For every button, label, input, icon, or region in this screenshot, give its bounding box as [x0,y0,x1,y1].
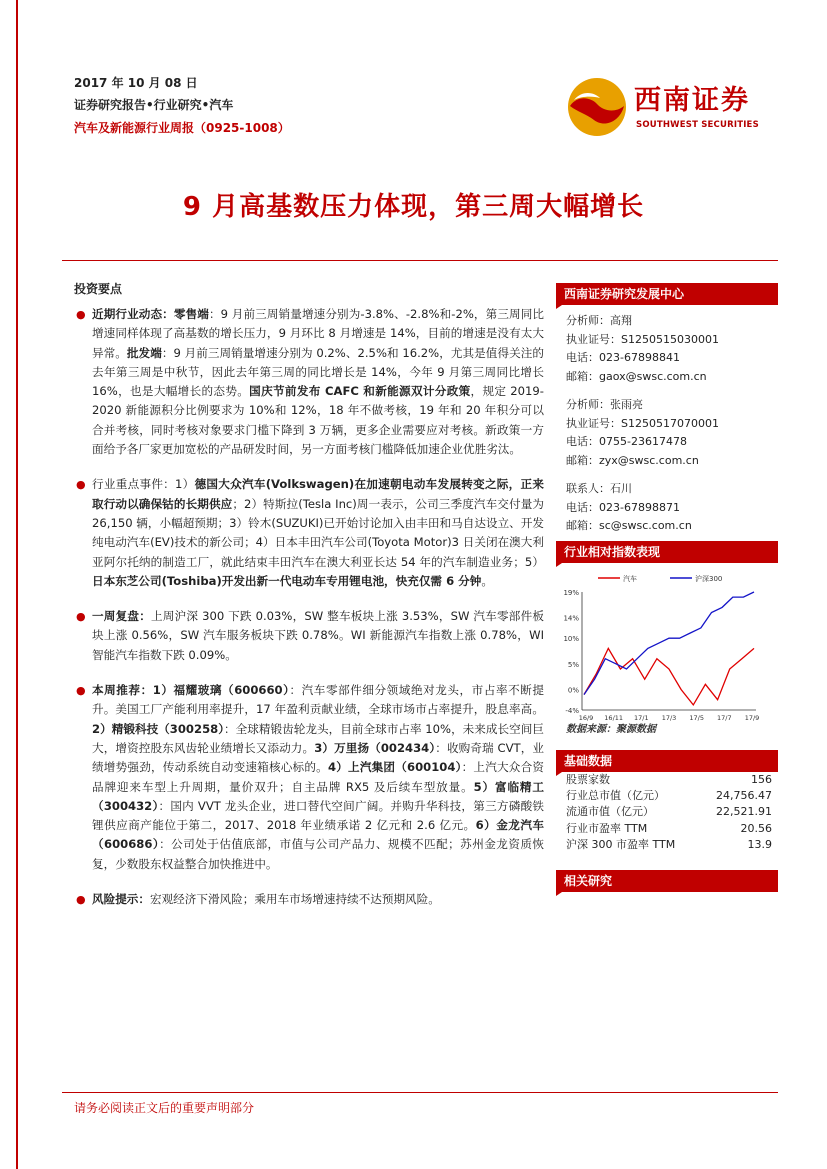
body-text: ：9 月前三周销量增速分别为 0.2%、2.5%和 16.2%，尤其是值得关注的去年第三周是中秋节，因此去年第三周的同比增长是 14%，今年 9 月第三周同比增长 16%，也是大幅增长的态势。 [92,345,544,399]
basic-data-label: 行业市盈率 TTM [566,821,648,835]
series-line-1 [584,592,754,695]
basic-data-row [566,821,772,837]
logo-english-name: SOUTHWEST SECURITIES [636,120,759,130]
y-tick-label: 5% [567,660,579,669]
y-tick-label: 10% [563,635,579,644]
bold-text: 批发端 [126,345,162,360]
basic-data-value: 24,756.47 [716,789,772,803]
y-tick-label: 19% [563,589,579,597]
basic-data-row [566,804,772,820]
analyst-line: 电话：023-67898841 [566,351,680,364]
footer-divider [62,1092,778,1093]
body-text: ：收购奇瑞 CVT，业绩增势强劲，传动系统自动变速箱核心标的。 [92,740,545,775]
bullet-paragraph [74,681,544,874]
body-text: ：公司处于估值底部，市值与公司产品力、规模不匹配；苏州金龙资质恢复，少数股东权益整合加快推进中。 [92,837,544,871]
basic-data-value: 20.56 [740,821,772,835]
legend-label: 汽车 [623,575,637,583]
analyst-line: 电话：0755-23617478 [566,435,687,448]
analyst-line[interactable]: 邮箱：sc@swsc.com.cn [566,519,692,532]
body-text: ，规定 2019-2020 新能源积分比例要求为 10%和 12%，18 年不做考核，19 年和 20 年积分可以合并考核，同时考核对象要求门槛下降到 3 万辆，更多企业需要应对考核。新政策一方面给予各厂家更加宽松的产品研发时间，另一方面考核门槛降低加速企业优胜劣汰。 [92,384,544,457]
analyst-contacts [566,312,776,536]
analyst-line[interactable]: 邮箱：gaox@swsc.com.cn [566,369,707,383]
bullet-paragraph [74,305,544,459]
report-title: 9 月高基数压力体现，第三周大幅增长 [182,192,645,222]
analyst-line: 联系人：石川 [566,482,632,495]
bold-text: 5）富临精工（300432） [92,779,544,813]
legend-label: 沪深300 [695,575,723,583]
body-text: 宏观经济下滑风险；乘用车市场增速持续不达预期风险。 [149,892,440,907]
title-divider [62,260,778,261]
body-text: ；2）特斯拉(Tesla Inc)周一表示，公司三季度汽车交付量为 26,150 辆，小幅超预期；3）铃木(SUZUKI)已开始讨论加入由丰田和马自达设立、开发纯电动汽车(EV)技术的新公司；4）日本丰田汽车公司(Toyota Motor)3 日关闭在澳大利亚阿尔托纳的制造工厂，就此结束丰田汽车在澳大利亚长达 54 年的汽车制造业务；5） [92,496,544,569]
analyst-line: 电话：023-67898871 [566,500,680,514]
bullet-icon: ● [76,684,86,698]
analyst-line: 分析师：张雨亮 [566,398,643,411]
x-tick-label: 17/7 [717,714,732,722]
basic-data-label: 沪深 300 市盈率 TTM [566,837,676,851]
company-logo [564,76,774,138]
analyst-line: 执业证号：S1250517070001 [566,416,719,430]
x-tick-label: 17/1 [634,714,649,722]
basic-data-row [566,837,772,853]
section-title: 投资要点 [74,282,123,296]
x-tick-label: 17/5 [689,714,704,722]
basic-data-value: 13.9 [747,837,772,851]
bold-text: 2）精锻科技（300258） [92,721,225,736]
bullet-paragraph [74,890,544,909]
x-tick-label: 16/11 [604,714,624,722]
bullet-icon: ● [76,478,86,492]
bold-text: 一周复盘： [92,609,151,624]
basic-data-value: 156 [751,773,772,786]
bullet-icon: ● [76,308,86,321]
y-tick-label: -4% [565,707,579,715]
investment-points [74,305,544,925]
bullet-paragraph [74,607,544,665]
report-category: 证券研究报告•行业研究•汽车 [74,98,234,112]
bold-text: 本周推荐：1）福耀玻璃（600660） [92,683,290,698]
relative-index-chart [556,568,778,728]
bold-text: 德国大众汽车(Volkswagen)在加速朝电动车发展转变之际，正来取行动以确保钴的长期供应 [92,477,544,511]
disclaimer-note[interactable]: 请务必阅读正文后的重要声明部分 [74,1101,255,1115]
body-text: ：全球精锻齿轮龙头，目前全球市占率 10%，未来成长空间巨大，增资控股东风齿轮业绩增长又添动力。 [92,721,544,755]
related-research-header: 相关研究 [556,870,778,892]
report-series: 汽车及新能源行业周报（0925-1008） [74,121,290,135]
left-margin-rule [16,0,18,1169]
x-tick-label: 16/9 [578,714,594,722]
bold-text: 日本东芝公司(Toshiba)开发出新一代电动车专用锂电池，快充仅需 6 分钟 [92,573,482,588]
body-text: 行业重点事件：1） [92,477,195,492]
data-source: 数据来源：聚源数据 [566,724,656,735]
swsc-emblem-icon [564,76,630,138]
bold-text: 6）金龙汽车（600686） [92,818,544,852]
basic-data-value: 22,521.91 [716,805,772,819]
body-text: 上周沪深 300 下跌 0.03%，SW 整车板块上涨 3.53%，SW 汽车零部件板块上涨 0.56%，SW 汽车服务板块下跌 0.78%。WI 新能源汽车指数上涨 0.78%，WI 智能汽车指数下跌 0.09%。 [92,609,544,662]
analyst-line: 执业证号：S1250515030001 [566,332,719,346]
basic-data-table [566,772,772,853]
bullet-icon: ● [76,610,86,624]
body-text: ：上汽大众合资品牌迎来车型上升周期，量价双升；自主品牌 RX5 及后续车型放量。 [92,760,544,794]
report-date: 2017 年 10 月 08 日 [74,76,198,90]
series-line-0 [584,648,754,705]
basic-data-header: 基础数据 [556,750,778,772]
bold-text: 风险提示： [92,892,150,907]
analyst-line: 分析师：高翔 [566,314,632,327]
body-text: ：国内 VVT 龙头企业，进口替代空间广阔。并购升华科技，第三方磷酸铁锂供应商产能位于第二，2017、2018 年业绩承诺 2 亿元和 2.6 亿元。 [92,798,544,833]
basic-data-row [566,772,772,788]
basic-data-label: 流通市值（亿元） [566,805,654,819]
analyst-line[interactable]: 邮箱：zyx@swsc.com.cn [566,453,699,467]
logo-chinese-name: 西南证券 [634,85,750,116]
bold-text: 近期行业动态：零售端 [92,307,209,321]
body-text: ：汽车零部件细分领域绝对龙头，市占率不断提升。美国工厂产能利用率提升，17 年盈利贡献业绩，全球市场市占率提升，股息率高。 [92,683,544,717]
bold-text: 3）万里扬（002434） [314,740,436,755]
y-tick-label: 0% [567,686,579,695]
index-performance-header: 行业相对指数表现 [556,541,778,563]
bullet-icon: ● [76,893,86,907]
body-text: ：9 月前三周销量增速分别为-3.8%、-2.8%和-2%，第三周同比增速同样体现了高基数的增长压力，9 月环比 8 月增速是 14%，目前的增速是没有太大异常。 [92,307,544,360]
basic-data-row [566,788,772,804]
x-tick-label: 17/9 [744,714,760,722]
bullet-paragraph [74,475,544,591]
bold-text: 4）上汽集团（600104） [327,760,462,775]
body-text: 。 [481,573,493,588]
basic-data-label: 行业总市值（亿元） [566,789,665,803]
y-tick-label: 14% [563,614,579,623]
x-tick-label: 17/3 [661,714,677,722]
research-center-header: 西南证券研究发展中心 [556,283,778,305]
bold-text: 国庆节前发布 CAFC 和新能源双计分政策 [249,384,471,399]
basic-data-label: 股票家数 [566,773,610,786]
